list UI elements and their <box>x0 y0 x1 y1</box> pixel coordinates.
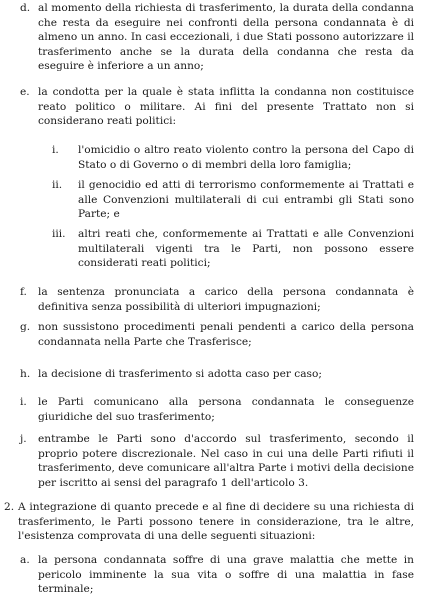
clause-i-text: le Parti comunicano alla persona condannata le conseguenze giuridiche del suo trasferimento; <box>38 396 414 423</box>
clause-i <box>20 395 414 424</box>
paragraph-2-marker: 2. <box>4 501 15 513</box>
clause-j <box>20 432 414 490</box>
clause-j-text: entrambe le Parti sono d'accordo sul trasferimento, secondo il proprio potere discrezionale. Nel caso in cui una delle Parti rifiuti il trasferimento, deve comunicare all'altra Parte i motivi della decisione per iscritto ai sensi del paragrafo 1 dell'articolo 3. <box>38 433 414 489</box>
clause-h-marker: h. <box>20 368 31 380</box>
clause-e-sub-iii-text: altri reati che, conformemente ai Trattati e alle Convenzioni multilaterali vigenti tra le Parti, non possono essere considerati reati politici; <box>78 228 414 270</box>
clause-e-marker: e. <box>20 86 30 98</box>
clause-e-sub-i-marker: i. <box>52 144 59 156</box>
paragraph-2-item-a <box>20 553 414 597</box>
clause-e <box>20 85 414 129</box>
clause-g <box>20 320 414 349</box>
clause-d <box>20 1 414 74</box>
clause-f <box>20 285 414 314</box>
clause-d-marker: d. <box>20 2 31 14</box>
clause-e-sub-i <box>52 143 414 172</box>
clause-e-sub-ii-marker: ii. <box>52 179 63 191</box>
paragraph-2 <box>4 500 414 544</box>
clause-g-text: non sussistono procedimenti penali pendenti a carico della persona condannata nella Parte che Trasferisce; <box>38 321 414 348</box>
clause-j-marker: j. <box>20 433 27 445</box>
clause-f-text: la sentenza pronunciata a carico della persona condannata è definitiva senza possibilità di ulteriori impugnazioni; <box>38 286 414 313</box>
clause-d-text: al momento della richiesta di trasferimento, la durata della condanna che resta da eseguire nei confronti della persona condannata è di almeno un anno. In casi eccezionali, i due Stati possono autorizzare il trasferimento anche se la durata della condanna che resta da eseguire è inferiore a un anno; <box>38 2 414 73</box>
clause-e-sub-iii <box>52 227 414 271</box>
clause-e-sub-ii-text: il genocidio ed atti di terrorismo conformemente ai Trattati e alle Convenzioni multilaterali di cui entrambi gli Stati sono Parte; e <box>78 179 414 221</box>
paragraph-2-item-a-text: la persona condannata soffre di una grave malattia che mette in pericolo imminente la sua vita o soffre di una malattia in fase terminale; <box>38 554 414 596</box>
clause-f-marker: f. <box>20 286 27 298</box>
clause-e-sub-iii-marker: iii. <box>52 228 66 240</box>
clause-g-marker: g. <box>20 321 31 333</box>
clause-e-sub-ii <box>52 178 414 222</box>
clause-h-text: la decisione di trasferimento si adotta caso per caso; <box>38 368 322 380</box>
paragraph-2-item-a-marker: a. <box>20 554 30 566</box>
clause-e-sub-i-text: l'omicidio o altro reato violento contro la persona del Capo di Stato o di Governo o di membri della loro famiglia; <box>78 144 414 171</box>
clause-e-text: la condotta per la quale è stata inflitta la condanna non costituisce reato politico o militare. Ai fini del presente Trattato non si considerano reati politici: <box>38 86 414 128</box>
paragraph-2-text: A integrazione di quanto precede e al fine di decidere su una richiesta di trasferimento, le Parti possono tenere in considerazione, tra le altre, l'esistenza comprovata di una delle seguenti situazioni: <box>18 501 414 543</box>
clause-i-marker: i. <box>20 396 27 408</box>
clause-h <box>20 367 414 382</box>
